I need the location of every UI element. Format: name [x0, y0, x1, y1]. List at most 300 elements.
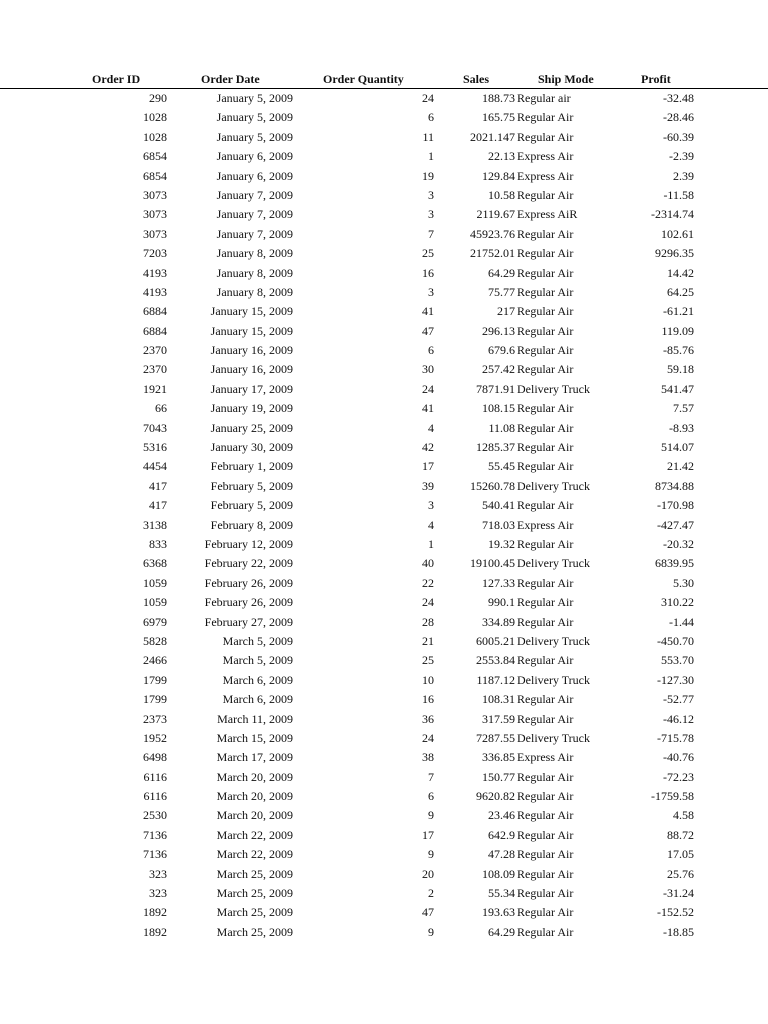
cell-ship-mode: Regular Air — [517, 575, 574, 590]
cell-sales: 1285.37 — [476, 440, 515, 455]
cell-order-id: 1892 — [143, 924, 167, 939]
cell-profit: -28.46 — [663, 110, 694, 125]
cell-profit: 514.07 — [661, 440, 694, 455]
cell-sales: 9620.82 — [476, 789, 515, 804]
cell-order-date: March 6, 2009 — [222, 672, 293, 687]
cell-ship-mode: Regular Air — [517, 187, 574, 202]
cell-order-quantity: 3 — [428, 187, 434, 202]
cell-order-date: January 19, 2009 — [210, 401, 293, 416]
cell-ship-mode: Regular Air — [517, 886, 574, 901]
cell-order-quantity: 28 — [422, 614, 434, 629]
cell-profit: -450.70 — [657, 633, 694, 648]
cell-order-date: March 22, 2009 — [216, 847, 293, 862]
cell-profit: 4.58 — [673, 808, 694, 823]
cell-sales: 188.73 — [482, 91, 515, 105]
cell-sales: 19100.45 — [470, 556, 515, 571]
table-row — [0, 903, 768, 922]
cell-order-id: 3073 — [143, 187, 167, 202]
table-row — [0, 360, 768, 379]
cell-sales: 718.03 — [482, 517, 515, 532]
cell-sales: 540.41 — [482, 498, 515, 513]
cell-sales: 679.6 — [488, 343, 515, 358]
cell-sales: 108.31 — [482, 692, 515, 707]
table-row — [0, 516, 768, 535]
header-profit: Profit — [641, 72, 671, 86]
table-row — [0, 302, 768, 321]
cell-sales: 64.29 — [488, 924, 515, 939]
header-order-date: Order Date — [201, 72, 260, 86]
cell-order-quantity: 16 — [422, 692, 434, 707]
cell-order-quantity: 9 — [428, 924, 434, 939]
cell-order-date: February 5, 2009 — [210, 498, 293, 513]
cell-order-date: March 11, 2009 — [217, 711, 293, 726]
cell-profit: 9296.35 — [655, 246, 694, 261]
cell-sales: 317.59 — [482, 711, 515, 726]
cell-order-id: 2530 — [143, 808, 167, 823]
cell-order-quantity: 41 — [422, 401, 434, 416]
table-row — [0, 419, 768, 438]
cell-profit: 310.22 — [661, 595, 694, 610]
cell-order-date: January 7, 2009 — [216, 187, 293, 202]
cell-ship-mode: Regular Air — [517, 789, 574, 804]
cell-order-quantity: 41 — [422, 304, 434, 319]
cell-profit: -46.12 — [663, 711, 694, 726]
cell-profit: 17.05 — [667, 847, 694, 862]
cell-order-id: 4193 — [143, 265, 167, 280]
table-row — [0, 322, 768, 341]
cell-profit: 119.09 — [661, 323, 694, 338]
cell-ship-mode: Regular Air — [517, 284, 574, 299]
cell-order-id: 5316 — [143, 440, 167, 455]
cell-profit: -52.77 — [663, 692, 694, 707]
cell-profit: 59.18 — [667, 362, 694, 377]
cell-order-date: March 6, 2009 — [222, 692, 293, 707]
cell-profit: 8734.88 — [655, 478, 694, 493]
cell-profit: -1.44 — [669, 614, 694, 629]
cell-sales: 150.77 — [482, 769, 515, 784]
cell-order-quantity: 17 — [422, 827, 434, 842]
cell-sales: 193.63 — [482, 905, 515, 920]
cell-sales: 165.75 — [482, 110, 515, 125]
table-row — [0, 632, 768, 651]
cell-order-quantity: 22 — [422, 575, 434, 590]
cell-order-id: 290 — [149, 91, 167, 105]
cell-order-date: February 5, 2009 — [210, 478, 293, 493]
cell-order-id: 323 — [149, 886, 167, 901]
cell-profit: 14.42 — [667, 265, 694, 280]
cell-profit: 25.76 — [667, 866, 694, 881]
cell-order-date: March 5, 2009 — [222, 633, 293, 648]
cell-sales: 64.29 — [488, 265, 515, 280]
table-row — [0, 768, 768, 787]
cell-order-quantity: 3 — [428, 207, 434, 222]
cell-order-date: March 5, 2009 — [222, 653, 293, 668]
cell-order-quantity: 24 — [422, 91, 434, 105]
cell-order-date: February 26, 2009 — [204, 575, 293, 590]
cell-profit: 88.72 — [667, 827, 694, 842]
cell-order-quantity: 19 — [422, 168, 434, 183]
header-sales: Sales — [463, 72, 490, 86]
cell-order-quantity: 6 — [428, 789, 434, 804]
cell-ship-mode: Express Air — [517, 149, 574, 164]
cell-ship-mode: Regular Air — [517, 692, 574, 707]
table-row — [0, 477, 768, 496]
cell-profit: -2314.74 — [651, 207, 694, 222]
cell-ship-mode: Regular Air — [517, 614, 574, 629]
cell-order-id: 6116 — [143, 789, 167, 804]
cell-profit: -18.85 — [663, 924, 694, 939]
cell-order-quantity: 38 — [422, 750, 434, 765]
table-row — [0, 380, 768, 399]
cell-ship-mode: Regular Air — [517, 808, 574, 823]
cell-order-quantity: 21 — [422, 633, 434, 648]
cell-ship-mode: Regular Air — [517, 769, 574, 784]
cell-order-date: February 27, 2009 — [204, 614, 293, 629]
table-row — [0, 710, 768, 729]
cell-order-quantity: 11 — [422, 129, 434, 144]
cell-profit: 102.61 — [661, 226, 694, 241]
cell-profit: -60.39 — [663, 129, 694, 144]
table-row — [0, 167, 768, 186]
table-row — [0, 748, 768, 767]
cell-order-quantity: 6 — [428, 343, 434, 358]
cell-ship-mode: Regular Air — [517, 265, 574, 280]
table-row — [0, 186, 768, 205]
cell-ship-mode: Delivery Truck — [517, 633, 590, 648]
cell-order-id: 6854 — [143, 168, 167, 183]
table-row — [0, 225, 768, 244]
cell-order-date: January 17, 2009 — [210, 381, 293, 396]
cell-order-date: January 15, 2009 — [210, 323, 293, 338]
cell-order-id: 3073 — [143, 226, 167, 241]
cell-order-quantity: 47 — [422, 905, 434, 920]
cell-ship-mode: Express Air — [517, 750, 574, 765]
cell-order-quantity: 42 — [422, 440, 434, 455]
cell-order-id: 1952 — [143, 730, 167, 745]
table-row — [0, 923, 768, 942]
cell-ship-mode: Regular Air — [517, 226, 574, 241]
cell-order-id: 1059 — [143, 575, 167, 590]
cell-sales: 336.85 — [482, 750, 515, 765]
cell-order-quantity: 9 — [428, 847, 434, 862]
cell-ship-mode: Regular Air — [517, 129, 574, 144]
header-order-id: Order ID — [92, 72, 141, 86]
table-row — [0, 884, 768, 903]
cell-ship-mode: Regular Air — [517, 924, 574, 939]
cell-sales: 22.13 — [488, 149, 515, 164]
cell-sales: 55.34 — [488, 886, 515, 901]
cell-order-quantity: 4 — [428, 420, 434, 435]
cell-profit: 64.25 — [667, 284, 694, 299]
cell-order-id: 6854 — [143, 149, 167, 164]
cell-order-date: March 17, 2009 — [216, 750, 293, 765]
cell-profit: -31.24 — [663, 886, 694, 901]
table-row — [0, 457, 768, 476]
cell-order-quantity: 7 — [428, 226, 434, 241]
cell-sales: 11.08 — [488, 420, 515, 435]
cell-order-date: March 25, 2009 — [216, 886, 293, 901]
cell-order-date: January 8, 2009 — [216, 265, 293, 280]
cell-ship-mode: Regular Air — [517, 362, 574, 377]
cell-ship-mode: Delivery Truck — [517, 556, 590, 571]
cell-order-id: 1799 — [143, 692, 167, 707]
cell-profit: -32.48 — [663, 91, 694, 105]
cell-order-id: 2373 — [143, 711, 167, 726]
cell-ship-mode: Regular Air — [517, 847, 574, 862]
cell-order-quantity: 1 — [428, 536, 434, 551]
cell-order-quantity: 25 — [422, 246, 434, 261]
cell-ship-mode: Regular Air — [517, 595, 574, 610]
cell-sales: 23.46 — [488, 808, 515, 823]
cell-profit: 7.57 — [673, 401, 694, 416]
table-row — [0, 264, 768, 283]
cell-order-date: January 30, 2009 — [210, 440, 293, 455]
cell-order-quantity: 24 — [422, 381, 434, 396]
table-row — [0, 593, 768, 612]
cell-order-quantity: 24 — [422, 595, 434, 610]
cell-order-id: 417 — [149, 478, 167, 493]
cell-order-date: January 5, 2009 — [216, 91, 293, 105]
cell-order-date: January 7, 2009 — [216, 207, 293, 222]
cell-order-id: 2370 — [143, 362, 167, 377]
cell-order-quantity: 2 — [428, 886, 434, 901]
table-row — [0, 865, 768, 884]
cell-ship-mode: Regular Air — [517, 905, 574, 920]
cell-profit: 5.30 — [673, 575, 694, 590]
cell-sales: 334.89 — [482, 614, 515, 629]
cell-sales: 217 — [497, 304, 515, 319]
table-row — [0, 244, 768, 263]
cell-sales: 75.77 — [488, 284, 515, 299]
cell-order-date: March 22, 2009 — [216, 827, 293, 842]
cell-order-quantity: 6 — [428, 110, 434, 125]
cell-ship-mode: Express Air — [517, 517, 574, 532]
cell-profit: 2.39 — [673, 168, 694, 183]
cell-order-date: February 1, 2009 — [210, 459, 293, 474]
cell-order-date: January 6, 2009 — [216, 168, 293, 183]
cell-ship-mode: Regular Air — [517, 110, 574, 125]
cell-order-quantity: 25 — [422, 653, 434, 668]
cell-sales: 990.1 — [488, 595, 515, 610]
cell-sales: 1187.12 — [476, 672, 515, 687]
cell-order-id: 6116 — [143, 769, 167, 784]
cell-sales: 47.28 — [488, 847, 515, 862]
cell-ship-mode: Regular Air — [517, 536, 574, 551]
cell-ship-mode: Delivery Truck — [517, 478, 590, 493]
cell-sales: 127.33 — [482, 575, 515, 590]
cell-order-id: 1059 — [143, 595, 167, 610]
cell-sales: 257.42 — [482, 362, 515, 377]
cell-ship-mode: Express AiR — [517, 207, 578, 222]
cell-order-date: January 25, 2009 — [210, 420, 293, 435]
cell-order-id: 7136 — [143, 827, 167, 842]
cell-order-id: 3073 — [143, 207, 167, 222]
cell-sales: 7871.91 — [476, 381, 515, 396]
table-row — [0, 89, 768, 108]
cell-order-id: 4454 — [143, 459, 167, 474]
cell-ship-mode: Delivery Truck — [517, 672, 590, 687]
cell-profit: -11.58 — [663, 187, 694, 202]
cell-ship-mode: Regular Air — [517, 866, 574, 881]
table-row — [0, 399, 768, 418]
cell-order-date: March 25, 2009 — [216, 866, 293, 881]
cell-order-quantity: 16 — [422, 265, 434, 280]
cell-sales: 6005.21 — [476, 633, 515, 648]
cell-order-id: 1921 — [143, 381, 167, 396]
cell-order-id: 5828 — [143, 633, 167, 648]
cell-order-id: 7043 — [143, 420, 167, 435]
table-row — [0, 729, 768, 748]
cell-profit: -170.98 — [657, 498, 694, 513]
cell-order-id: 1028 — [143, 129, 167, 144]
cell-profit: 541.47 — [661, 381, 694, 396]
cell-order-quantity: 3 — [428, 284, 434, 299]
cell-sales: 296.13 — [482, 323, 515, 338]
cell-order-id: 6884 — [143, 323, 167, 338]
cell-profit: 553.70 — [661, 653, 694, 668]
cell-order-id: 3138 — [143, 517, 167, 532]
table-row — [0, 496, 768, 515]
cell-ship-mode: Regular Air — [517, 323, 574, 338]
cell-ship-mode: Regular Air — [517, 420, 574, 435]
cell-order-quantity: 17 — [422, 459, 434, 474]
cell-order-quantity: 20 — [422, 866, 434, 881]
cell-order-id: 7136 — [143, 847, 167, 862]
cell-order-date: January 5, 2009 — [216, 129, 293, 144]
cell-order-id: 323 — [149, 866, 167, 881]
cell-order-id: 417 — [149, 498, 167, 513]
cell-sales: 129.84 — [482, 168, 515, 183]
table-row — [0, 651, 768, 670]
cell-sales: 2119.67 — [476, 207, 515, 222]
cell-order-id: 1028 — [143, 110, 167, 125]
cell-profit: -1759.58 — [651, 789, 694, 804]
cell-order-date: January 15, 2009 — [210, 304, 293, 319]
cell-profit: -2.39 — [669, 149, 694, 164]
cell-order-id: 66 — [155, 401, 167, 416]
cell-ship-mode: Delivery Truck — [517, 730, 590, 745]
cell-sales: 2021.147 — [470, 129, 515, 144]
cell-order-id: 4193 — [143, 284, 167, 299]
cell-order-id: 1892 — [143, 905, 167, 920]
cell-order-quantity: 30 — [422, 362, 434, 377]
cell-profit: -20.32 — [663, 536, 694, 551]
cell-profit: -715.78 — [657, 730, 694, 745]
cell-order-date: January 8, 2009 — [216, 246, 293, 261]
cell-order-date: February 12, 2009 — [204, 536, 293, 551]
cell-order-id: 833 — [149, 536, 167, 551]
table-header — [0, 70, 768, 89]
cell-sales: 15260.78 — [470, 478, 515, 493]
cell-order-date: March 15, 2009 — [216, 730, 293, 745]
cell-order-date: February 8, 2009 — [210, 517, 293, 532]
cell-sales: 19.32 — [488, 536, 515, 551]
cell-order-quantity: 47 — [422, 323, 434, 338]
cell-ship-mode: Regular Air — [517, 459, 574, 474]
cell-sales: 2553.84 — [476, 653, 515, 668]
cell-order-quantity: 3 — [428, 498, 434, 513]
cell-order-quantity: 7 — [428, 769, 434, 784]
table-row — [0, 283, 768, 302]
cell-order-id: 1799 — [143, 672, 167, 687]
cell-order-date: March 20, 2009 — [216, 769, 293, 784]
cell-ship-mode: Regular Air — [517, 440, 574, 455]
cell-profit: -152.52 — [657, 905, 694, 920]
cell-order-quantity: 1 — [428, 149, 434, 164]
cell-sales: 45923.76 — [470, 226, 515, 241]
cell-ship-mode: Regular Air — [517, 401, 574, 416]
cell-profit: -127.30 — [657, 672, 694, 687]
table-row — [0, 341, 768, 360]
table-row — [0, 690, 768, 709]
cell-order-id: 2370 — [143, 343, 167, 358]
cell-order-date: March 20, 2009 — [216, 808, 293, 823]
cell-sales: 10.58 — [488, 187, 515, 202]
cell-ship-mode: Regular Air — [517, 711, 574, 726]
cell-ship-mode: Regular Air — [517, 343, 574, 358]
cell-ship-mode: Delivery Truck — [517, 381, 590, 396]
cell-order-id: 7203 — [143, 246, 167, 261]
cell-order-id: 6979 — [143, 614, 167, 629]
cell-order-date: February 26, 2009 — [204, 595, 293, 610]
header-ship-mode: Ship Mode — [538, 72, 594, 86]
table-row — [0, 108, 768, 127]
cell-profit: -61.21 — [663, 304, 694, 319]
table-row — [0, 826, 768, 845]
cell-order-id: 6884 — [143, 304, 167, 319]
cell-order-date: January 6, 2009 — [216, 149, 293, 164]
cell-ship-mode: Regular Air — [517, 304, 574, 319]
cell-profit: 6839.95 — [655, 556, 694, 571]
cell-order-quantity: 40 — [422, 556, 434, 571]
cell-sales: 108.09 — [482, 866, 515, 881]
cell-sales: 7287.55 — [476, 730, 515, 745]
table-row — [0, 147, 768, 166]
cell-profit: -72.23 — [663, 769, 694, 784]
cell-order-date: January 16, 2009 — [210, 343, 293, 358]
table-row — [0, 554, 768, 573]
table-row — [0, 613, 768, 632]
table-body — [0, 89, 768, 942]
cell-sales: 55.45 — [488, 459, 515, 474]
cell-order-id: 6368 — [143, 556, 167, 571]
table-row — [0, 806, 768, 825]
cell-ship-mode: Regular Air — [517, 498, 574, 513]
cell-profit: -85.76 — [663, 343, 694, 358]
cell-ship-mode: Regular air — [517, 91, 571, 105]
header-order-quantity: Order Quantity — [323, 72, 404, 86]
cell-ship-mode: Express Air — [517, 168, 574, 183]
cell-order-id: 6498 — [143, 750, 167, 765]
table-row — [0, 671, 768, 690]
table-row — [0, 535, 768, 554]
table-row — [0, 128, 768, 147]
cell-order-date: January 5, 2009 — [216, 110, 293, 125]
cell-order-date: January 7, 2009 — [216, 226, 293, 241]
cell-profit: -8.93 — [669, 420, 694, 435]
cell-order-date: January 8, 2009 — [216, 284, 293, 299]
table-row — [0, 787, 768, 806]
cell-sales: 108.15 — [482, 401, 515, 416]
table-row — [0, 438, 768, 457]
cell-order-date: March 20, 2009 — [216, 789, 293, 804]
cell-order-date: March 25, 2009 — [216, 905, 293, 920]
cell-profit: 21.42 — [667, 459, 694, 474]
cell-order-id: 2466 — [143, 653, 167, 668]
cell-order-quantity: 39 — [422, 478, 434, 493]
cell-ship-mode: Regular Air — [517, 246, 574, 261]
table-row — [0, 574, 768, 593]
